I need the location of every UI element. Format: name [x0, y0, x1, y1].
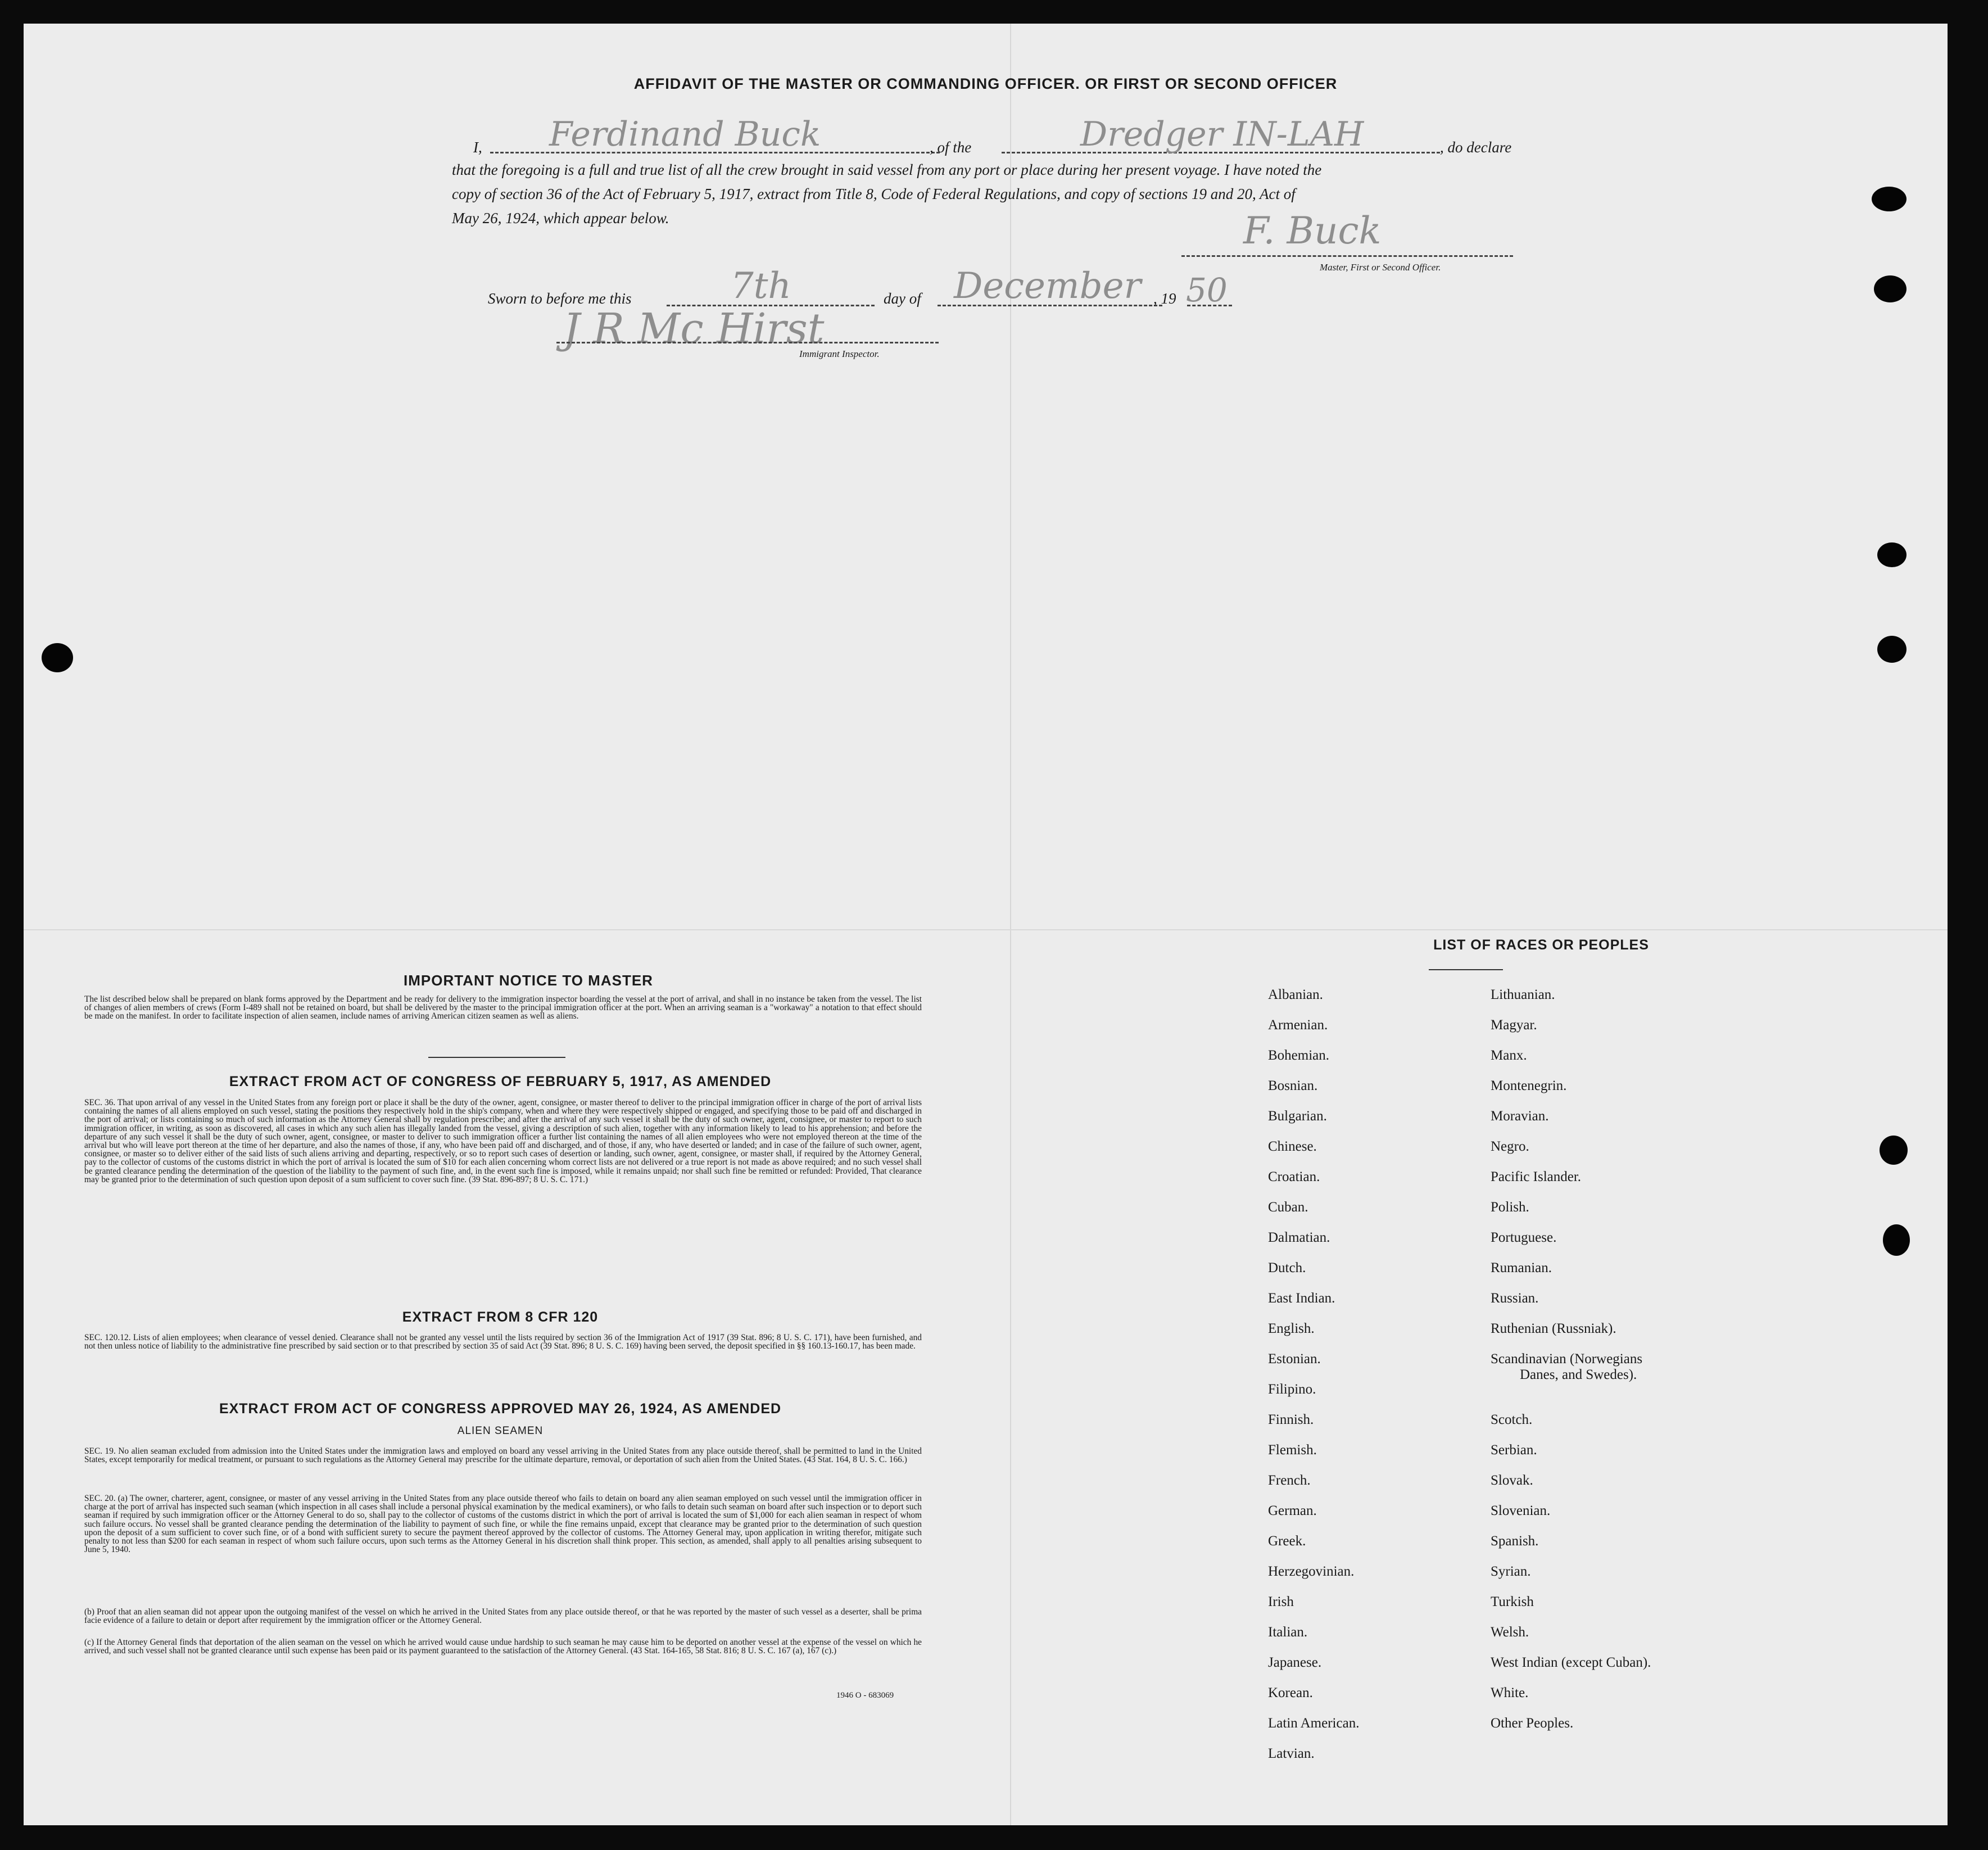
race-left: English.	[1268, 1321, 1315, 1336]
inspector-caption: Immigrant Inspector.	[799, 349, 880, 359]
do-declare-label: , do declare	[1440, 139, 1512, 156]
race-right: Rumanian.	[1491, 1260, 1552, 1275]
race-right: Syrian.	[1491, 1564, 1531, 1579]
officer-signature-line	[1181, 255, 1513, 257]
races-divider	[1429, 969, 1503, 970]
affidavit-title: AFFIDAVIT OF THE MASTER OR COMMANDING OFFICER. OR FIRST OR SECOND OFFICER	[633, 75, 1338, 92]
print-code: 1946 O - 683069	[836, 1691, 894, 1700]
race-left: Greek.	[1268, 1534, 1306, 1549]
officer-caption: Master, First or Second Officer.	[1320, 262, 1441, 273]
inspector-signature-line	[556, 342, 939, 343]
sworn-label: Sworn to before me this	[488, 290, 632, 307]
races-title: LIST OF RACES OR PEOPLES	[1433, 937, 1649, 953]
sec-19-body: SEC. 19. No alien seaman excluded from admission into the United States under the immigration laws and employed on board any vessel arriving in the United States from any place outside thereof, shall be permitted to land in the United States, except temporarily for medical treatment, or pursuant to such regulations as the Attorney General may prescribe for the ultimate departure, removal, or deportation of such alien from the United States. (43 Stat. 164, 8 U. S. C. 166.)	[84, 1446, 922, 1465]
extract-1924-subtitle: ALIEN SEAMEN	[457, 1425, 544, 1437]
inspector-signature: J R Mc Hirst	[563, 305, 825, 353]
race-right: White.	[1491, 1685, 1529, 1700]
handwritten-day: 7th	[731, 265, 791, 307]
extract-1917-body: SEC. 36. That upon arrival of any vessel in the United States from any foreign port or place it shall be the duty of the owner, agent, consignee, or master thereof to deliver to the principal immigration officer in charge of the port of arrival lists containing the names of all aliens employed on such vessel, stating the positions they respectively hold in the ship's company, when and where they were respectively shipped or engaged, and specifying those to be paid off and discharged in the port of arrival; or lists containing so much of such information as the Attorney General shall by regulation prescribe; and after the arrival of any such vessel it shall be the duty of such owner, agent, consignee, or master to report to such immigration officer, in writing, as soon as discovered, all cases in which any such alien has illegally landed from the vessel, giving a description of such alien, together with any information likely to lead to his apprehension; and before the departure of any such vessel it shall be the duty of such owner, agent, consignee, or master to deliver to such immigration officer a further list containing the names of all alien employees who were not employed thereon at the time of the arrival but who will leave port thereon at the time of her departure, and also the names of those, if any, who have been paid off and discharged, and of those, if any, who have deserted or landed; and in case of the failure of such owner, agent, consignee, or master so to deliver either of the said lists of such aliens arriving and departing, respectively, or so to report such cases of desertion or landing, such owner, agent, consignee, or master shall, if required by the Attorney General, pay to the collector of customs of the customs district in which the port of arrival is located the sum of $10 for each alien concerning whom correct lists are not delivered or a true report is not made as above required; and no such vessel shall be granted clearance pending the determination of the question of the liability to the payment of such fine, and, in the event such fine is imposed, while it remains unpaid; nor shall such fine be remitted or refunded: Provided, That clearance may be granted prior to the determination of such question upon deposit of a sum sufficient to cover such fine. (39 Stat. 896-897; 8 U. S. C. 171.)	[84, 1098, 922, 1184]
declaration-line-2: copy of section 36 of the Act of February 5, 1917, extract from Title 8, Code of Federal Regulations, and copy of sections 19 and 20, Act of	[452, 186, 1296, 202]
notice-body: The list described below shall be prepared on blank forms approved by the Department and be ready for delivery to the immigration inspector boarding the vessel at the port of arrival, and shall in no instance be taken from the vessel. The list of changes of alien members of crews (Form I-489 shall not be retained on board, but shall be delivered by the master to the principal immigration officer at the port. When an arriving seaman is a "workaway" a notation to that effect should be made on the manifest. In order to facilitate inspection of alien seamen, include names of arriving American citizen seamen as well as aliens.	[84, 994, 922, 1021]
race-right: Serbian.	[1491, 1442, 1537, 1458]
race-right: Turkish	[1491, 1594, 1534, 1609]
punch-hole	[1883, 1224, 1910, 1256]
race-right: Lithuanian.	[1491, 987, 1555, 1002]
race-left: Albanian.	[1268, 987, 1323, 1002]
race-right: Portuguese.	[1491, 1230, 1557, 1245]
punch-hole	[1872, 187, 1907, 211]
handwritten-vessel: Dredger IN-LAH	[1080, 115, 1364, 154]
punch-hole	[42, 643, 73, 672]
race-left: Armenian.	[1268, 1017, 1328, 1033]
declaration-line-3: May 26, 1924, which appear below.	[452, 210, 669, 227]
race-left: Cuban.	[1268, 1200, 1308, 1215]
punch-hole	[1877, 636, 1907, 663]
i-label: I,	[473, 139, 482, 156]
race-left: Latin American.	[1268, 1716, 1360, 1731]
extract-1917-title: EXTRACT FROM ACT OF CONGRESS OF FEBRUARY 5, 1917, AS AMENDED	[229, 1074, 772, 1089]
race-right: Slovak.	[1491, 1473, 1533, 1488]
race-right: Russian.	[1491, 1291, 1539, 1306]
race-left: French.	[1268, 1473, 1311, 1488]
handwritten-year: 50	[1186, 271, 1228, 309]
race-left: Korean.	[1268, 1685, 1313, 1700]
race-right: Polish.	[1491, 1200, 1529, 1215]
race-left: Dalmatian.	[1268, 1230, 1330, 1245]
race-right: Welsh.	[1491, 1625, 1529, 1640]
document-page	[24, 24, 1948, 1825]
extract-cfr-title: EXTRACT FROM 8 CFR 120	[402, 1309, 599, 1325]
race-right: Moravian.	[1491, 1109, 1549, 1124]
day-of-label: day of	[884, 290, 921, 307]
of-the-label: , of the	[930, 139, 972, 156]
race-right: Scandinavian (Norwegians	[1491, 1351, 1643, 1367]
race-left: Latvian.	[1268, 1746, 1315, 1761]
race-left: Estonian.	[1268, 1351, 1321, 1367]
race-left: Herzegovinian.	[1268, 1564, 1355, 1579]
extract-cfr-body: SEC. 120.12. Lists of alien employees; when clearance of vessel denied. Clearance shall not be granted any vessel until the lists required by section 36 of the Immigration Act of 1917 (39 Stat. 896; 8 U. S. C. 171), have been furnished, and not then unless notice of liability to the administrative fine prescribed by said section or to that prescribed by section 35 of said Act (39 Stat. 896; 8 U. S. C. 169) having been served, the deposit specified in §§ 160.13-160.17, has been made.	[84, 1333, 922, 1351]
sec-20c-body: (c) If the Attorney General finds that deportation of the alien seaman on the vessel on which he arrived would cause undue hardship to such seaman he may cause him to be deported on another vessel at the expense of the vessel on which he arrived, and such vessel shall not be granted clearance until such expense has been paid or its payment guaranteed to the satisfaction of the Attorney General. (43 Stat. 164-165, 58 Stat. 816; 8 U. S. C. 167 (a), 167 (c).)	[84, 1638, 922, 1656]
officer-signature: F. Buck	[1243, 209, 1382, 252]
race-left: Japanese.	[1268, 1655, 1322, 1670]
race-left: Bohemian.	[1268, 1048, 1330, 1063]
race-right: Ruthenian (Russniak).	[1491, 1321, 1616, 1336]
year-prefix: , 19	[1153, 290, 1176, 307]
race-right: Slovenian.	[1491, 1503, 1551, 1518]
race-right: Scotch.	[1491, 1412, 1533, 1427]
sec-20a-body: SEC. 20. (a) The owner, charterer, agent, consignee, or master of any vessel arriving in the United States from any place outside thereof who fails to detain on board any alien seaman employed on such vessel until the immigration officer in charge at the port of arrival has inspected such seaman (which inspection in all cases shall include a personal physical examination by the medical examiners), or who fails to detain such seaman on board after such inspection or to deport such seaman if required by such immigration officer or the Attorney General to do so, shall pay to the collector of customs of the customs district in which the port of arrival is located the sum of $1,000 for each alien seaman in respect of whom such failure occurs. No vessel shall be granted clearance pending the determination of the liability to payment of such fine, or while the fine remains unpaid, except that clearance may be granted prior to the determination of such question upon the deposit of a sum sufficient to cover such fine, or of a bond with sufficient surety to secure the payment thereof approved by the collector of customs. The Attorney General may, upon application in writing therefor, mitigate such penalty to not less than $200 for each seaman in respect of whom such failure occurs, upon such terms as the Attorney General in his discretion shall think proper. This section, as amended, shall apply to all penalties arising subsequent to June 5, 1940.	[84, 1494, 922, 1555]
race-right: Pacific Islander.	[1491, 1169, 1582, 1184]
handwritten-month: December	[954, 265, 1142, 307]
declaration-line-1: that the foregoing is a full and true list of all the crew brought in said vessel from any port or place during her present voyage. I have noted the	[452, 161, 1322, 178]
race-right: Manx.	[1491, 1048, 1527, 1063]
punch-hole	[1877, 542, 1907, 567]
divider	[428, 1057, 565, 1058]
race-right: Negro.	[1491, 1139, 1529, 1154]
race-left: German.	[1268, 1503, 1317, 1518]
handwritten-name: Ferdinand Buck	[549, 115, 821, 154]
punch-hole	[1874, 275, 1907, 302]
race-left: Dutch.	[1268, 1260, 1306, 1275]
race-left: Bosnian.	[1268, 1078, 1318, 1093]
race-right: West Indian (except Cuban).	[1491, 1655, 1651, 1670]
punch-hole	[1880, 1136, 1908, 1165]
fold-line-horizontal	[24, 929, 1948, 930]
race-right: Other Peoples.	[1491, 1716, 1574, 1731]
race-left: Filipino.	[1268, 1382, 1316, 1397]
race-left: Finnish.	[1268, 1412, 1314, 1427]
race-left: Italian.	[1268, 1625, 1308, 1640]
race-right: Magyar.	[1491, 1017, 1537, 1033]
race-left: Bulgarian.	[1268, 1109, 1327, 1124]
race-left: Croatian.	[1268, 1169, 1320, 1184]
race-left: Irish	[1268, 1594, 1294, 1609]
sec-20b-body: (b) Proof that an alien seaman did not appear upon the outgoing manifest of the vessel on which he arrived in the United States from any place outside thereof, or that he was reported by the master of such vessel as a deserter, shall be prima facie evidence of a failure to detain or deport after requirement by the immigration officer or the Attorney General.	[84, 1607, 922, 1626]
extract-1924-title: EXTRACT FROM ACT OF CONGRESS APPROVED MAY 26, 1924, AS AMENDED	[219, 1401, 782, 1417]
race-right: Spanish.	[1491, 1534, 1539, 1549]
race-left: Chinese.	[1268, 1139, 1317, 1154]
notice-title: IMPORTANT NOTICE TO MASTER	[404, 972, 653, 989]
race-right-continuation: Danes, and Swedes).	[1520, 1367, 1637, 1382]
race-right: Montenegrin.	[1491, 1078, 1567, 1093]
race-left: East Indian.	[1268, 1291, 1335, 1306]
race-left: Flemish.	[1268, 1442, 1317, 1458]
